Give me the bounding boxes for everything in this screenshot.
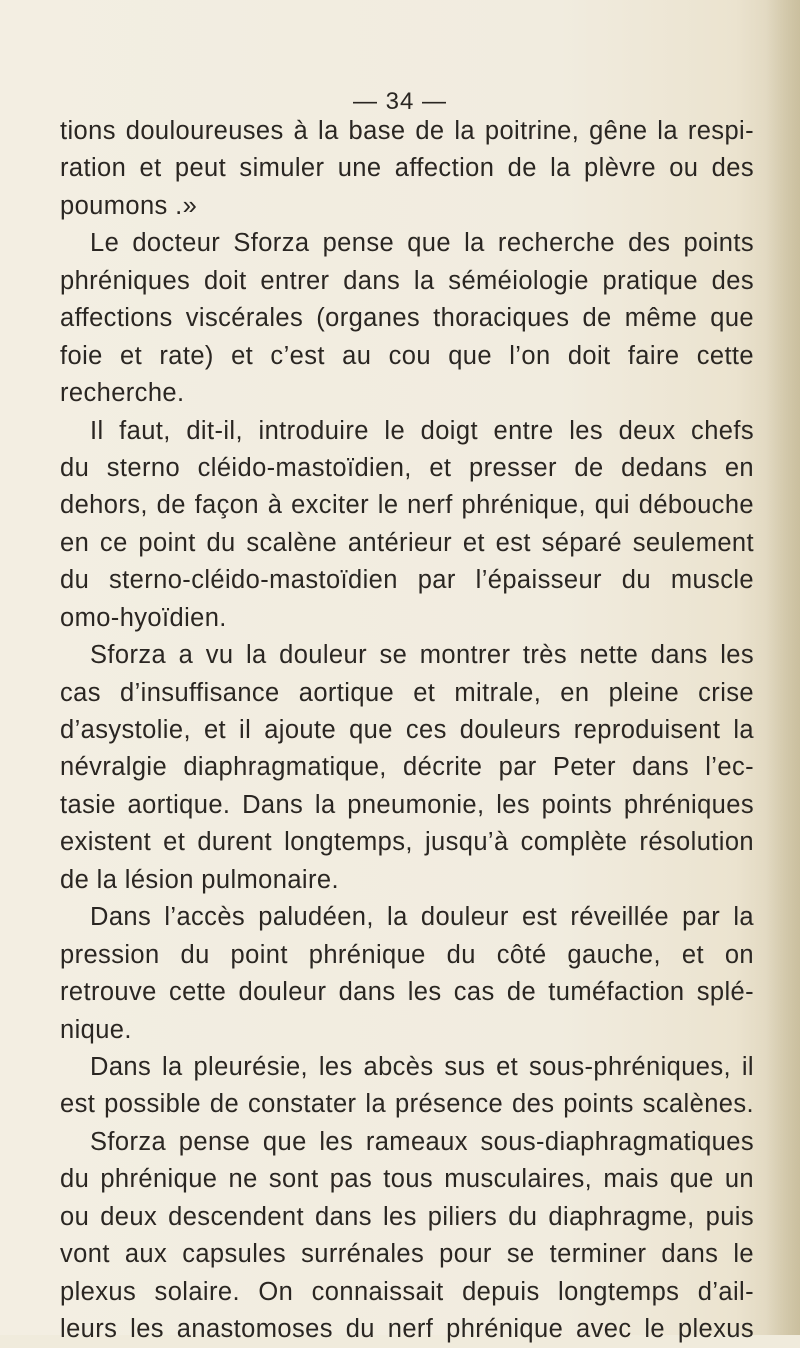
text-line: du sterno cléido-mastoïdien, et presser de dedans en [60, 453, 754, 482]
text-line: Dans l’accès paludéen, la douleur est réveillée par la [90, 903, 754, 932]
text-line: d’asystolie, et il ajoute que ces douleurs reproduisent la [60, 716, 754, 744]
text-line: ou deux descendent dans les piliers du diaphragme, puis [60, 1202, 754, 1231]
text-line: ration et peut simuler une affection de la plèvre ou des [60, 154, 754, 183]
text-line: phréniques doit entrer dans la séméiologie pratique des [60, 266, 754, 295]
text-line: du sterno-cléido-mastoïdien par l’épaisseur du muscle [60, 566, 754, 595]
text-line: plexus solaire. On connaissait depuis longtemps d’ail- [60, 1277, 754, 1306]
text-line: Dans la pleurésie, les abcès sus et sous-phréniques, il [90, 1052, 754, 1081]
text-line: Sforza pense que les rameaux sous-diaphragmatiques [90, 1127, 754, 1156]
text-line: tions douloureuses à la base de la poitrine, gêne la respi- [60, 117, 754, 145]
text-line: existent et durent longtemps, jusqu’à complète résolution [60, 828, 754, 857]
text-line: du phrénique ne sont pas tous musculaires, mais que un [60, 1165, 754, 1194]
text-line: leurs les anastomoses du nerf phrénique avec le plexus [60, 1315, 754, 1343]
text-line: Sforza a vu la douleur se montrer très nette dans les [90, 641, 754, 670]
text-line: névralgie diaphragmatique, décrite par Peter dans l’ec- [60, 753, 754, 782]
text-line: est possible de constater la présence des points scalènes. [60, 1090, 754, 1119]
text-line: Le docteur Sforza pense que la recherche des points [90, 229, 754, 258]
body-text [60, 113, 754, 1348]
page-number: — 34 — [352, 88, 448, 115]
text-line: foie et rate) et c’est au cou que l’on doit faire cette [60, 341, 754, 370]
text-line: retrouve cette douleur dans les cas de tuméfaction splé- [60, 978, 754, 1007]
text-line: pression du point phrénique du côté gauche, et on [60, 940, 754, 969]
text-line: omo-hyoïdien. [60, 603, 227, 632]
text-line: Il faut, dit-il, introduire le doigt entre les deux chefs [90, 416, 754, 445]
text-line: en ce point du scalène antérieur et est séparé seulement [60, 528, 754, 557]
text-line: nique. [60, 1015, 132, 1044]
text-line: vont aux capsules surrénales pour se terminer dans le [60, 1240, 754, 1269]
text-line: affections viscérales (organes thoraciques de même que [60, 304, 754, 333]
text-line: cas d’insuffisance aortique et mitrale, en pleine crise [60, 678, 754, 707]
text-line: tasie aortique. Dans la pneumonie, les points phréniques [60, 790, 754, 819]
text-line: poumons .» [60, 191, 198, 220]
text-line: de la lésion pulmonaire. [60, 865, 339, 894]
text-line: recherche. [60, 379, 185, 408]
text-line: dehors, de façon à exciter le nerf phrénique, qui débouche [60, 491, 754, 520]
page-edge-shadow [766, 0, 800, 1335]
